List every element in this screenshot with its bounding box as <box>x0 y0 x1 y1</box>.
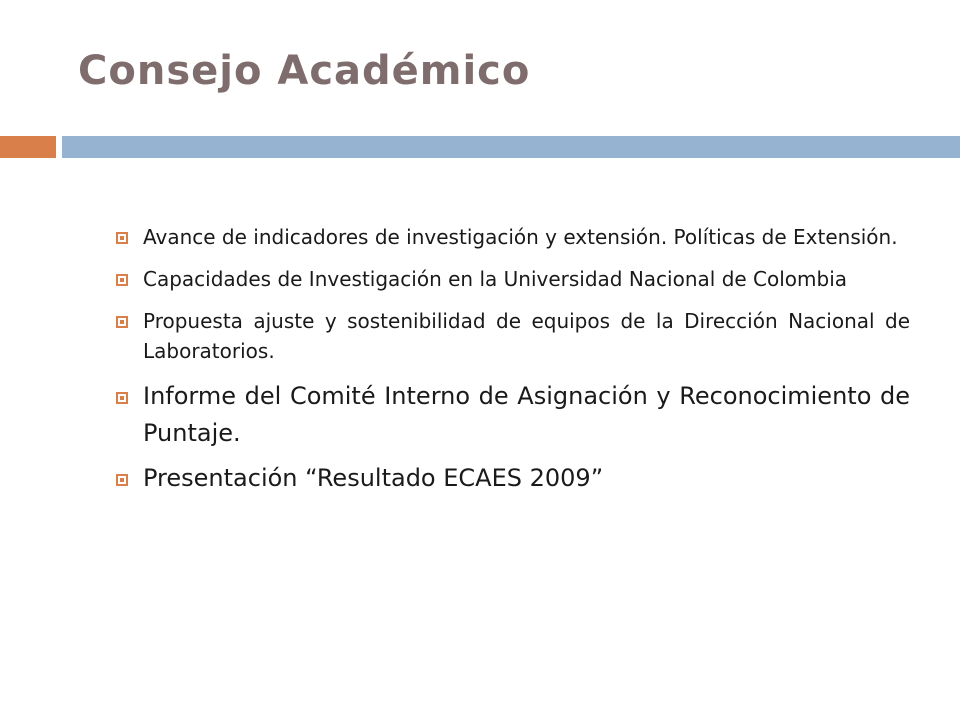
bullet-item <box>116 222 910 252</box>
bullet-text: Capacidades de Investigación en la Universidad Nacional de Colombia <box>143 267 848 291</box>
square-bullet-icon <box>116 392 128 404</box>
bullet-item <box>116 378 910 452</box>
square-bullet-icon <box>116 274 128 286</box>
bullet-text: Informe del Comité Interno de Asignación y Reconocimiento de Puntaje. <box>143 382 910 447</box>
bullet-text: Propuesta ajuste y sostenibilidad de equipos de la Dirección Nacional de Laboratorios. <box>143 309 910 363</box>
bullet-item <box>116 264 910 294</box>
bullet-text: Presentación “Resultado ECAES 2009” <box>143 464 604 492</box>
bullet-text: Avance de indicadores de investigación y extensión. Políticas de Extensión. <box>143 225 898 249</box>
square-bullet-icon <box>116 232 128 244</box>
square-bullet-icon <box>116 316 128 328</box>
bullet-list <box>116 222 910 505</box>
bullet-item <box>116 460 910 497</box>
slide-title: Consejo Académico <box>78 48 531 94</box>
title-divider-bar <box>62 136 960 158</box>
title-accent-bar <box>0 136 56 158</box>
bullet-item <box>116 306 910 366</box>
square-bullet-icon <box>116 474 128 486</box>
